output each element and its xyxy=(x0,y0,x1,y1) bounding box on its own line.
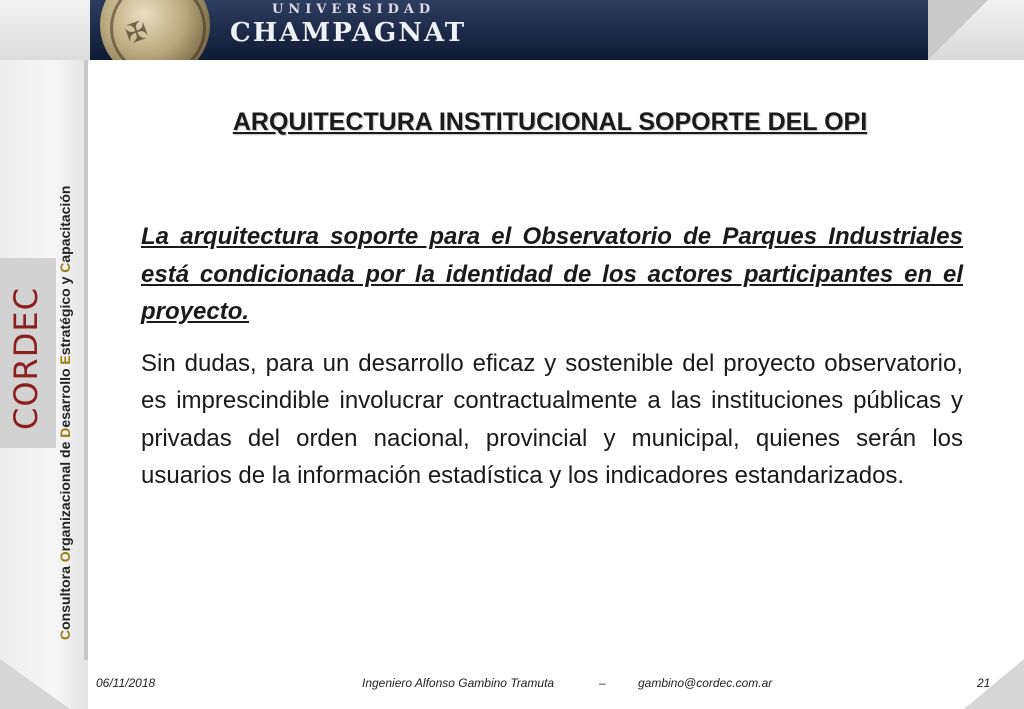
tagline-initial: D xyxy=(57,427,73,438)
tagline-word: stratégico y xyxy=(57,272,73,356)
slide-footer xyxy=(0,676,1024,698)
cordec-logo: CORDEC xyxy=(7,287,45,430)
tagline-word: rganizacional de xyxy=(57,437,73,552)
tagline-word: onsultora xyxy=(57,562,73,630)
footer-email: gambino@cordec.com.ar xyxy=(638,676,773,690)
tagline-initial: O xyxy=(57,551,73,563)
tagline-initial: E xyxy=(57,355,73,365)
tagline-initial: C xyxy=(57,629,73,640)
university-name-line2: CHAMPAGNAT xyxy=(230,18,467,48)
university-header xyxy=(90,0,928,60)
tagline-word: esarrollo xyxy=(57,364,73,428)
header-right-wedge xyxy=(928,0,1024,60)
header-left-wedge xyxy=(0,0,90,60)
lead-paragraph: La arquitectura soporte para el Observatorio de Parques Industriales está condicionada por la identidad de los actores participantes en el proyecto. xyxy=(141,223,963,325)
tagline-initial: C xyxy=(57,262,73,273)
page-number: 21 xyxy=(977,676,991,690)
slide-title: ARQUITECTURA INSTITUCIONAL SOPORTE DEL OPI xyxy=(232,107,868,136)
body-paragraph: Sin dudas, para un desarrollo eficaz y sostenible del proyecto observatorio, es imprescindible involucrar contractualmente a las instituciones públicas y privadas del orden nacional, provincial y municipal, quienes serán los usuarios de la información estadística y los indicadores estandarizados. xyxy=(141,349,963,489)
sidebar-divider xyxy=(84,60,88,660)
company-tagline xyxy=(52,80,78,640)
footer-date: 06/11/2018 xyxy=(96,676,156,690)
slide-body xyxy=(141,218,963,495)
tagline-word: apacitación xyxy=(57,185,73,263)
seal-glyph: ✠ xyxy=(121,15,153,51)
footer-separator: – xyxy=(599,676,606,690)
footer-author: Ingeniero Alfonso Gambino Tramuta xyxy=(362,676,555,690)
university-name-line1: UNIVERSIDAD xyxy=(272,2,436,17)
